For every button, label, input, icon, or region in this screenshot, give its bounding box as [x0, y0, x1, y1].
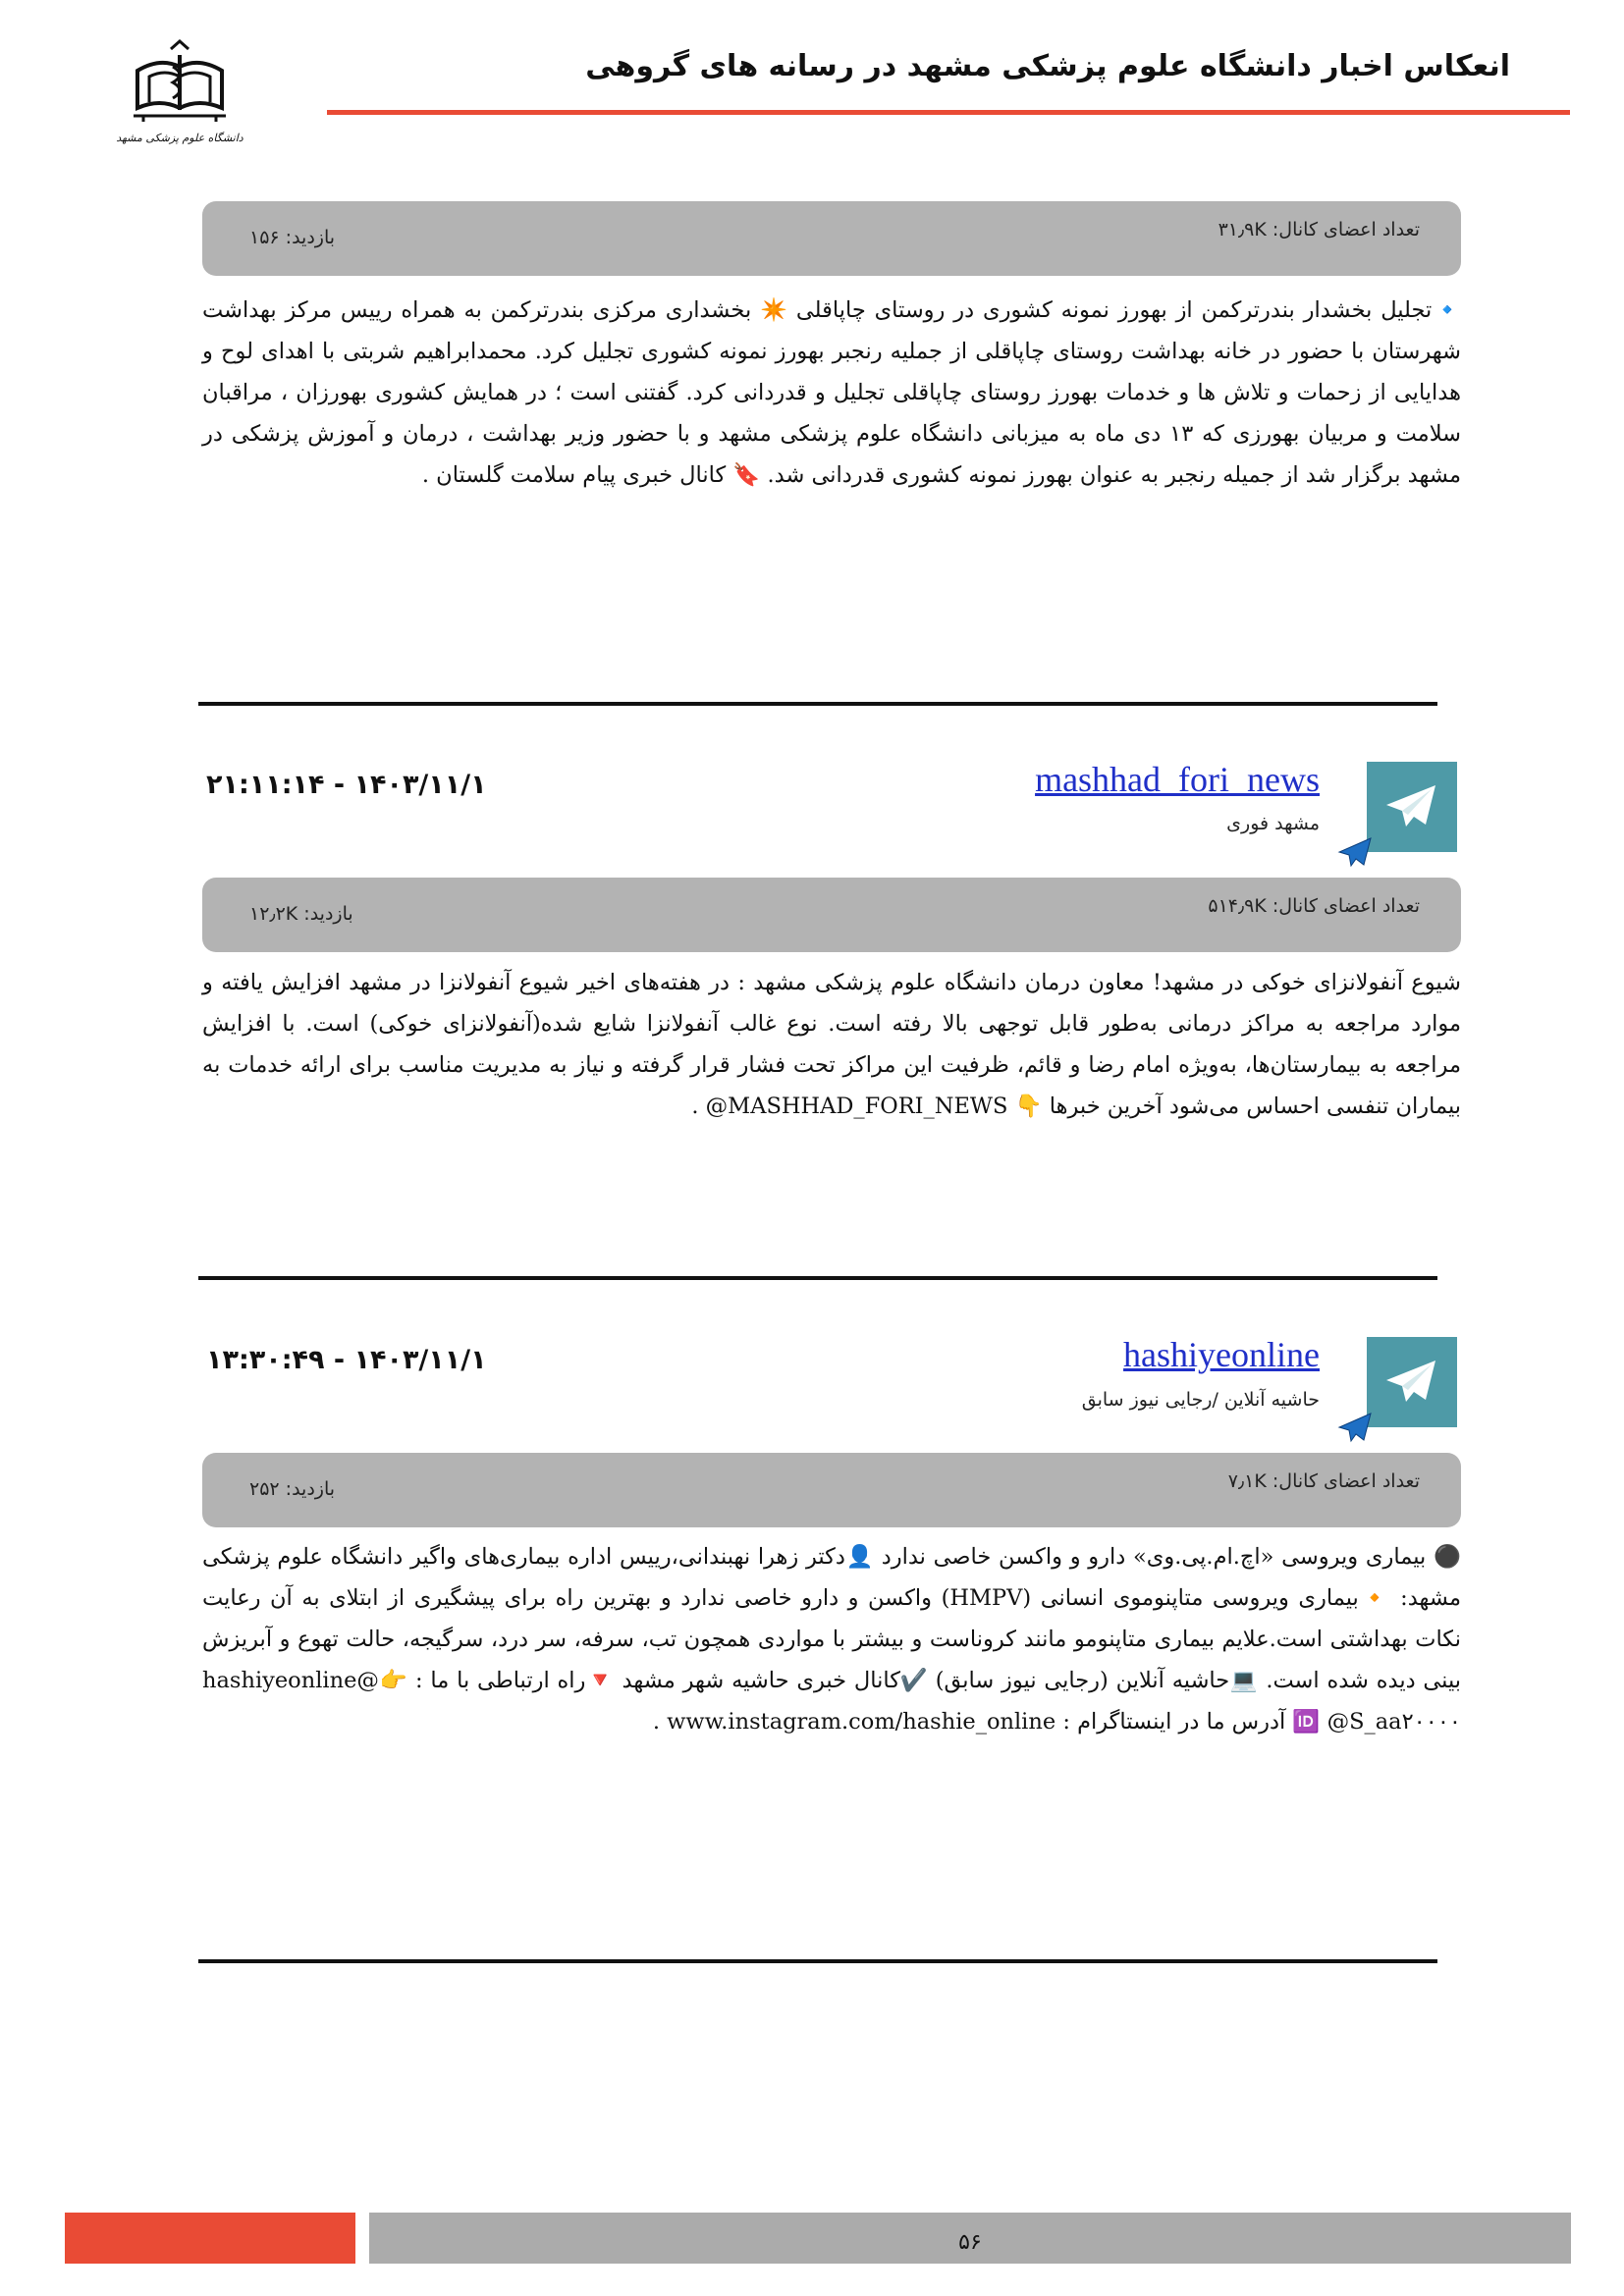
telegram-icon: [1367, 762, 1457, 852]
members-count: تعداد اعضای کانال: ۵۱۴٫۹K: [1208, 895, 1420, 917]
telegram-small-icon: [1337, 1412, 1373, 1443]
members-count: تعداد اعضای کانال: ۷٫۱K: [1227, 1470, 1420, 1492]
post-body: 🔹تجلیل بخشدار بندرترکمن از بهورز نمونه کشوری در روستای چاپاقلی ✴️ بخشداری مرکزی بندرترکمن به همراه رییس مرکز بهداشت شهرستان با حضور در خانه بهداشت روستای چاپاقلی از جملیه رنجبر بهورز نمونه کشوری تجلیل کرد. محمدابراهیم شربتی با اهدای لوح و هدایایی از زحمات و تلاش ها و خدمات بهورز روستای چاپاقلی تجلیل و قدردانی کرد. گفتنی است ؛ در همایش کشوری بهورزان ، مراقبان سلامت و مربیان بهورزی که ۱۳ دی ماه به میزبانی دانشگاه علوم پزشکی مشهد و با حضور وزیر بهداشت ، درمان و آموزش پزشکی در مشهد برگزار شد از جمیله رنجبر به عنوان بهورز نمونه کشوری قدردانی شد. 🔖 کانال خبری پیام سلامت گلستان .: [202, 297, 1461, 488]
channel-name: حاشیه آنلاین /رجایی نیوز سابق: [1081, 1389, 1320, 1411]
members-count: تعداد اعضای کانال: ۳۱٫۹K: [1218, 219, 1420, 240]
channel-link[interactable]: mashhad_fori_news: [1035, 760, 1320, 799]
page-number: ۵۶: [958, 2230, 982, 2255]
university-emblem-icon: [116, 37, 244, 165]
post-date: ۱۴۰۳/۱۱/۱ - ۲۱:۱۱:۱۴: [206, 770, 487, 800]
post-date: ۱۴۰۳/۱۱/۱ - ۱۳:۳۰:۴۹: [206, 1345, 487, 1375]
university-logo: [116, 37, 244, 165]
channel-link[interactable]: hashiyeonline: [1123, 1335, 1320, 1374]
post-separator: [198, 1276, 1437, 1280]
views-count: بازدید: ۲۵۲: [249, 1478, 336, 1500]
post-separator: [198, 702, 1437, 706]
post-body: شیوع آنفولانزای خوکی در مشهد! معاون درمان دانشگاه علوم پزشکی مشهد : در هفته‌های اخیر شیوع آنفولانزا در مشهد افزایش یافته و موارد مراجعه به مراکز درمانی به‌طور قابل توجهی بالا رفته است. نوع غالب آنفولانزا شایع شده(آنفولانزای خوکی) است. با افزایش مراجعه به بیمارستان‌ها، به‌ویژه امام رضا و قائم، ظرفیت این مراکز تحت فشار قرار گرفته و نیاز به مدیریت مناسب برای ارائه خدمات به بیماران تنفسی احساس می‌شود آخرین خبرها 👇 MASHHAD_FORI_NEWS@ .: [202, 970, 1461, 1119]
footer-accent-bar: [65, 2213, 355, 2264]
channel-stats-bar: [202, 201, 1461, 276]
page-title: انعکاس اخبار دانشگاه علوم پزشکی مشهد در رسانه های گروهی: [585, 49, 1510, 83]
post-separator: [198, 1959, 1437, 1963]
post-body: ⚫️ بیماری ویروسی «اچ.ام.پی.وی» دارو و واکسن خاصی ندارد 👤دکتر زهرا نهبندانی،رییس اداره بیماری‌های واگیر دانشگاه علوم پزشکی مشهد: 🔸بیماری ویروسی متاپنوموی انسانی (HMPV) واکسن و دارو خاصی ندارد و بهترین راه برای پیشگیری از ابتلای به آن رعایت نکات بهداشتی است.علایم بیماری متاپنومو مانند کروناست و بیشتر با مواردی همچون تب، سرفه، سر درد، سرگیجه، حالت تهوع و آبریزش بینی دیده شده است. 💻حاشیه آنلاین (رجایی نیوز سابق) ✔️کانال خبری حاشیه شهر مشهد 🔻راه ارتباطی با ما : 👉@hashiyeonline 🆔 @S_aa۲۰۰۰۰ آدرس ما در اینستاگرام : www.instagram.com/hashie_online .: [202, 1544, 1461, 1735]
telegram-icon: [1367, 1337, 1457, 1427]
telegram-small-icon: [1337, 836, 1373, 868]
channel-stats-bar: [202, 1453, 1461, 1527]
views-count: بازدید: ۱۵۶: [249, 227, 336, 248]
channel-name: مشهد فوری: [1226, 813, 1320, 834]
views-count: بازدید: ۱۲٫۲K: [249, 903, 353, 925]
header-divider: [327, 110, 1570, 115]
channel-stats-bar: [202, 878, 1461, 952]
logo-caption: دانشگاه علوم پزشکی مشهد: [116, 132, 244, 144]
